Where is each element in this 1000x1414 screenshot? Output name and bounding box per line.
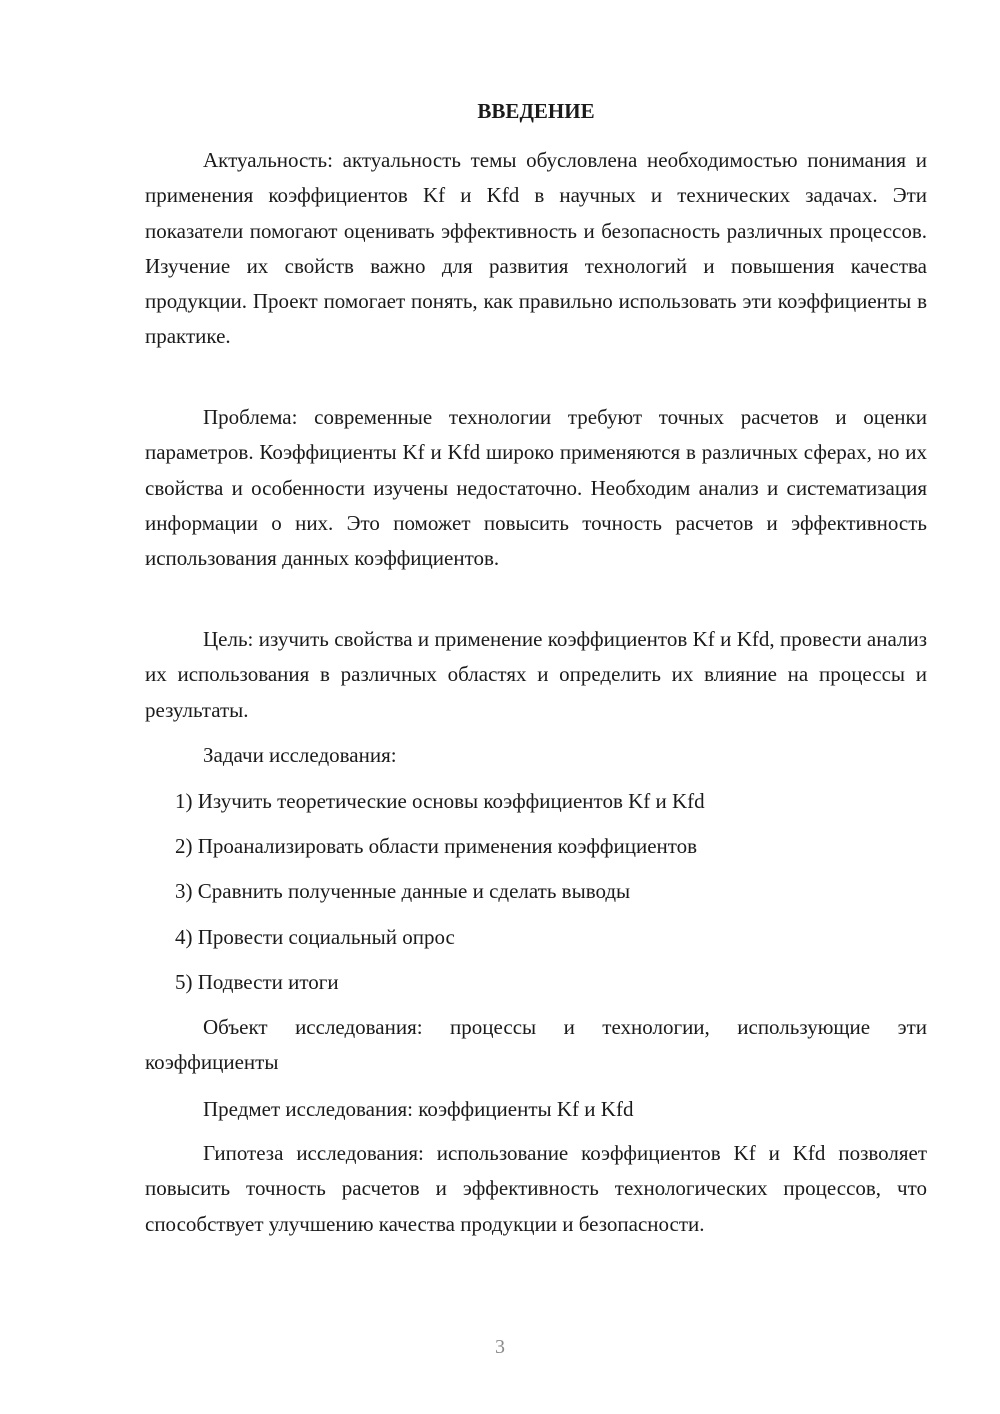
task-item-4: 4) Провести социальный опрос [175, 925, 455, 949]
page-number: 3 [495, 1336, 505, 1358]
tasks-heading: Задачи исследования: [203, 743, 397, 767]
task-item-5: 5) Подвести итоги [175, 970, 339, 994]
paragraph-subject: Предмет исследования: коэффициенты Kf и Kfd [203, 1097, 634, 1121]
section-heading: ВВЕДЕНИЕ [477, 99, 595, 123]
paragraph-hypothesis: Гипотеза исследования: использование коэффициентов Kf и Kfd позволяет повысить точность расчетов и эффективность технологических процессов, что способствует улучшению качества продукции и безопасности. [145, 1141, 927, 1236]
task-item-1: 1) Изучить теоретические основы коэффициентов Kf и Kfd [175, 789, 705, 813]
paragraph-relevance: Актуальность: актуальность темы обусловлена необходимостью понимания и применения коэффициентов Kf и Kfd в научных и технических задачах. Эти показатели помогают оценивать эффективность и безопасность различных процессов. Изучение их свойств важно для развития технологий и повышения качества продукции. Проект помогает понять, как правильно использовать эти коэффициенты в практике. [145, 148, 927, 349]
paragraph-object: Объект исследования: процессы и технологии, использующие эти коэффициенты [145, 1015, 927, 1075]
task-item-3: 3) Сравнить полученные данные и сделать выводы [175, 879, 631, 903]
paragraph-problem: Проблема: современные технологии требуют точных расчетов и оценки параметров. Коэффициенты Kf и Kfd широко применяются в различных сферах, но их свойства и особенности изучены недостаточно. Необходим анализ и систематизация информации о них. Это поможет повысить точность расчетов и эффективность использования данных коэффициентов. [145, 405, 927, 571]
paragraph-goal: Цель: изучить свойства и применение коэффициентов Kf и Kfd, провести анализ их использования в различных областях и определить их влияние на процессы и результаты. [145, 627, 927, 722]
task-item-2: 2) Проанализировать области применения коэффициентов [175, 834, 698, 858]
